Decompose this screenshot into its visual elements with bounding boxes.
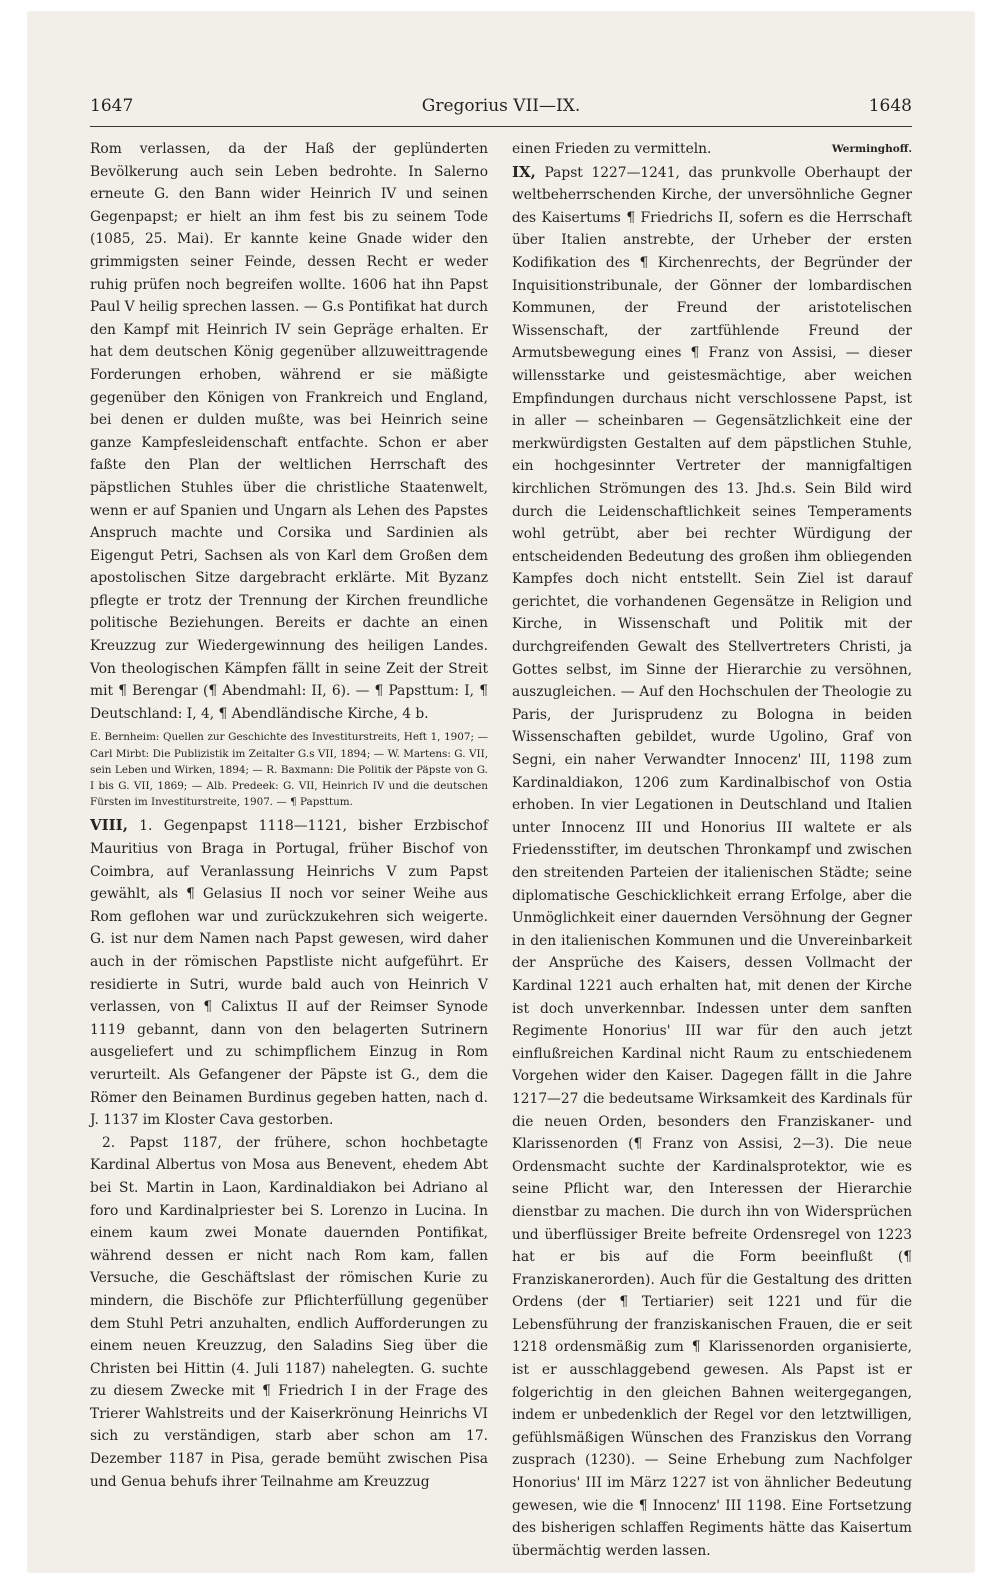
bibliography: E. Bernheim: Quellen zur Geschichte des Investiturstreits, Heft 1, 1907; — Carl Mirbt: Die Publizistik im Zeitalter G.s VII, 1894; — W. Martens: G. VII, sein Leben und Wirken, 1894; — R. Baxmann: Die Politik der Päpste von G. I bis G. VII, 1869; — Alb. Predeek: G. VII, Heinrich IV und die deutschen Fürsten im Investiturstreite, 1907. — ¶ Papsttum.	[90, 731, 488, 809]
entry-gregor-viii	[90, 814, 488, 1131]
page-header	[90, 90, 912, 120]
right-column	[512, 138, 912, 1559]
author-signature: Werminghoff.	[831, 143, 912, 155]
entry-text-viii-1: 1. Gegenpapst 1118—1121, bisher Erzbischof Mauritius von Braga in Portugal, früher Bischof von Coimbra, auf Veranlassung Heinrichs V zum Papst gewählt, als ¶ Gelasius II noch vor seiner Weihe aus Rom geflohen war und zurückzukehren sich weigerte. G. ist nur dem Namen nach Papst gewesen, wird daher auch in der römischen Papstliste nicht aufgeführt. Er residierte in Sutri, wurde bald auch von Heinrich V verlassen, von ¶ Calixtus II auf der Reimser Synode 1119 gebannt, dann von den belagerten Sutrinern ausgeliefert und zu schimpflichem Einzug in Rom verurteilt. Als Gefangener der Päpste ist G., dem die Römer den Beinamen Burdinus gegeben hatten, nach d. J. 1137 im Kloster Cava gestorben.	[90, 818, 488, 1129]
entry-text-ix: Papst 1227—1241, das prunkvolle Oberhaupt der weltbeherrschenden Kirche, der unversöhnliche Gegner des Kaisertums ¶ Friedrichs II, sofern es die Herrschaft über Italien anstrebte, der Urheber der ersten Kodifikation des ¶ Kirchenrechts, der Begründer der Inquisitionstribunale, der Gönner der lombardischen Kommunen, der Freund der aristotelischen Wissenschaft, der zartfühlende Freund der Armutsbewegung eines ¶ Franz von Assisi, — dieser willensstarke und geistesmächtige, aber weichen Empfindungen durchaus nicht verschlossene Papst, ist in aller — scheinbaren — Gegensätzlichkeit eine der merkwürdigsten Gestalten auf dem päpstlichen Stuhle, ein hochgesinnter Vertreter der mannigfaltigen kirchlichen Strömungen des 13. Jhd.s. Sein Bild wird durch die Leidenschaftlichkeit seines Temperaments wohl getrübt, aber bei rechter Würdigung der entscheidenden Bedeutung des großen ihm obliegenden Kampfes doch nicht entstellt. Sein Ziel ist darauf gerichtet, die vorhandenen Gegensätze in Religion und Kirche, in Wissenschaft und Politik mit der durchgreifenden Gewalt des Stellvertreters Christi, ja Gottes selbst, im Sinne der Hierarchie zu versöhnen, auszugleichen. — Auf den Hochschulen der Theologie zu Paris, der Jurisprudenz zu Bologna in beiden Wissenschaften gebildet, wurde Ugolino, Graf von Segni, ein naher Verwandter Innocenz' III, 1198 zum Kardinaldiakon, 1206 zum Kardinalbischof von Ostia erhoben. In vier Legationen in Deutschland und Italien unter Innocenz III und Honorius III waltete er als Friedensstifter, im deutschen Thronkampf und zwischen den streitenden Parteien der italienischen Städte; seine diplomatische Geschicklichkeit errang Erfolge, aber die Unmöglichkeit einer dauernden Versöhnung der Gegner in den italienischen Kommunen und die Unvereinbarkeit der Ansprüche des Kaisers, dessen Vollmacht der Kardinal 1221 auch erhalten hat, mit denen der Kirche ist doch unverkennbar. Indessen unter dem sanften Regimente Honorius' III war für den auch jetzt einflußreichen Kardinal nicht Raum zu entschiedenem Vorgehen wider den Kaiser. Dagegen fällt in die Jahre 1217—27 die bedeutsame Wirksamkeit des Kardinals für die neuen Orden, besonders den Franziskaner- und Klarissenorden (¶ Franz von Assisi, 2—3). Die neue Ordensmacht suchte der Kardinalsprotektor, wie es seine Pflicht war, den Interessen der Hierarchie dienstbar zu machen. Die durch ihn von Widersprüchen und überflüssiger Breite befreite Ordensregel von 1223 hat er bis auf die Form beeinflußt (¶ Franziskanerorden). Auch für die Gestaltung des dritten Ordens (der ¶ Tertiarier) seit 1221 und für die Lebensführung der franziskanischen Frauen, die er seit 1218 ordensmäßig zum ¶ Klarissenorden organisierte, ist er ausschlaggebend gewesen. Als Papst ist er folgerichtig in den gleichen Bahnen weitergegangen, indem er unbedenklich der Regel vor den letztwilligen, gefühlsmäßigen Wünschen des Franziskus den Vorrang zusprach (1230). — Seine Erhebung zum Nachfolger Honorius' III im März 1227 ist von ähnlicher Bedeutung gewesen, wie die ¶ Innocenz' III 1198. Eine Fortsetzung des bisherigen schlaffen Regiments hätte das Kaisertum übermächtig werden lassen.	[512, 164, 912, 1559]
continuation-text: einen Frieden zu vermitteln.	[512, 141, 712, 157]
entry-heading-ix: IX,	[512, 162, 536, 181]
paragraph-continuation	[512, 138, 912, 161]
header-rule	[90, 126, 912, 127]
left-column	[90, 138, 488, 1502]
paragraph-gregor-vii: Rom verlassen, da der Haß der geplünderten Bevölkerung auch sein Leben bedrohte. In Salerno erneute G. den Bann wider Heinrich IV und seinen Gegenpapst; er hielt an ihm fest bis zu seinem Tode (1085, 25. Mai). Er kannte keine Gnade wider den grimmigsten seiner Feinde, dessen Recht er weder ruhig prüfen noch begreifen wollte. 1606 hat ihn Papst Paul V heilig sprechen lassen. — G.s Pontifikat hat durch den Kampf mit Heinrich IV sein Gepräge erhalten. Er hat dem deutschen König gegenüber allzuweittragende Forderungen erhoben, während er sie mäßigte gegenüber den Königen von Frankreich und England, bei denen er dulden mußte, was bei Heinrich seine ganze Kampfesleidenschaft entfachte. Schon er aber faßte den Plan der weltlichen Herrschaft des päpstlichen Stuhles über die christliche Staatenwelt, wenn er auf Spanien und Ungarn als Lehen des Papstes Anspruch machte und Corsika und Sardinien als Eigengut Petri, Sachsen als von Karl dem Großen dem apostolischen Sitze dargebracht erklärte. Mit Byzanz pflegte er trotz der Trennung der Kirchen freundliche politische Beziehungen. Bereits er dachte an einen Kreuzzug zur Wiedergewinnung des heiligen Landes. Von theologischen Kämpfen fällt in seine Zeit der Streit mit ¶ Berengar (¶ Abendmahl: II, 6). — ¶ Papsttum: I, ¶ Deutschland: I, 4, ¶ Abendländische Kirche, 4 b.	[90, 141, 488, 722]
entry-gregor-ix	[512, 161, 912, 1563]
page-number-right: 1648	[868, 96, 912, 116]
running-title: Gregorius VII—IX.	[421, 96, 581, 116]
book-page	[28, 12, 974, 1572]
entry-heading-viii: VIII,	[90, 816, 128, 835]
entry-gregor-viii-2: 2. Papst 1187, der frühere, schon hochbetagte Kardinal Albertus von Mosa aus Benevent, ehedem Abt bei St. Martin in Laon, Kardinaldiakon bei Adriano al foro und Kardinalpriester bei S. Lorenzo in Lucina. In einem kaum zwei Monate dauernden Pontifikat, während dessen er nicht nach Rom kam, fallen Versuche, die Geschäftslast der römischen Kurie zu mindern, die Bischöfe zur Pflichterfüllung gegenüber dem Stuhl Petri anzuhalten, endlich Aufforderungen zu einem neuen Kreuzzug, den Saladins Sieg über die Christen bei Hittin (4. Juli 1187) nahelegten. G. suchte zu diesem Zwecke mit ¶ Friedrich I in der Frage des Trierer Wahlstreits und der Kaiserkrönung Heinrichs VI sich zu verständigen, starb aber schon am 17. Dezember 1187 in Pisa, gerade bemüht zwischen Pisa und Genua behufs ihrer Teilnahme am Kreuzzug	[90, 1134, 488, 1490]
page-number-left: 1647	[90, 96, 134, 116]
